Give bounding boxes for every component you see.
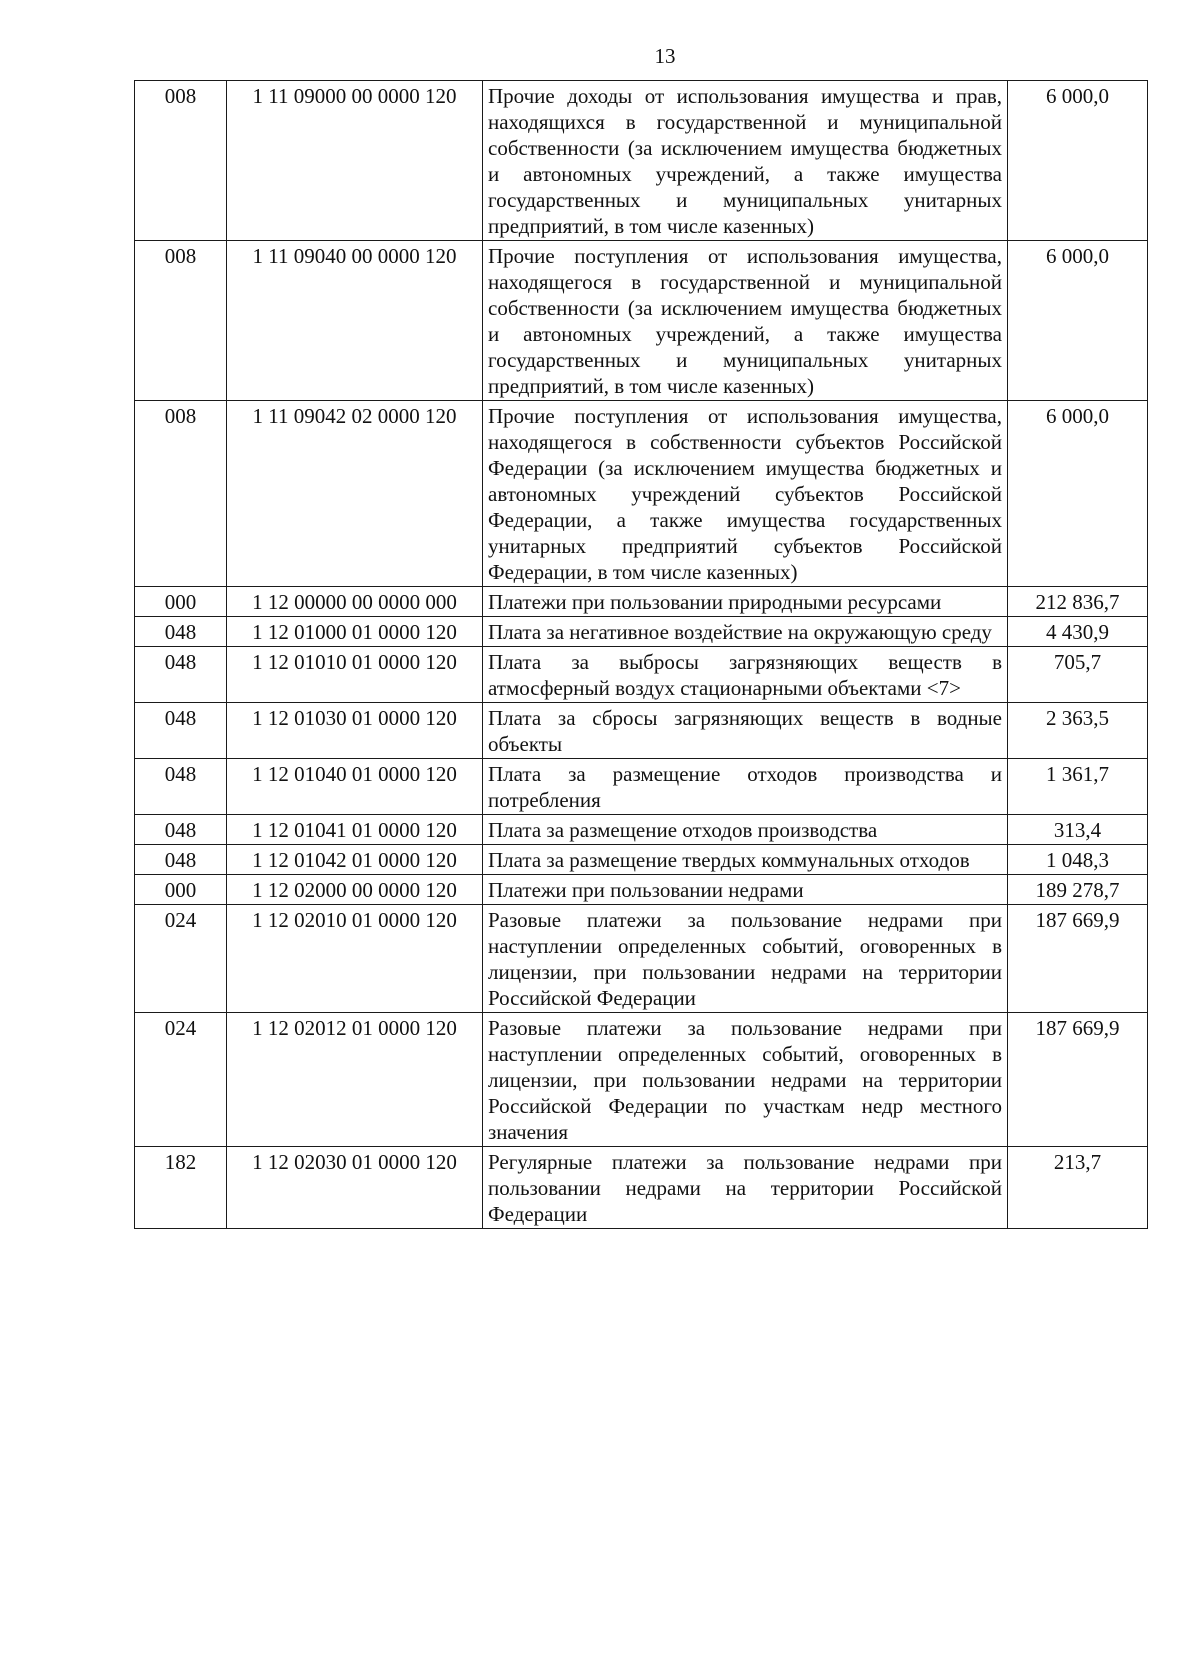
revenue-name-cell: Плата за размещение отходов производства bbox=[483, 815, 1008, 845]
revenue-name-cell: Платежи при пользовании природными ресурсами bbox=[483, 587, 1008, 617]
amount-cell: 189 278,7 bbox=[1008, 875, 1148, 905]
admin-code-cell: 024 bbox=[135, 1013, 227, 1147]
revenue-name-cell: Прочие доходы от использования имущества и прав, находящихся в государственной и муниципальной собственности (за исключением имущества бюджетных и автономных учреждений, а также имущества государственных и муниципальных унитарных предприятий, в том числе казенных) bbox=[483, 81, 1008, 241]
admin-code-cell: 048 bbox=[135, 617, 227, 647]
table-row bbox=[135, 401, 1148, 587]
revenue-table-body bbox=[135, 81, 1148, 1229]
revenue-code-cell: 1 12 01042 01 0000 120 bbox=[227, 845, 483, 875]
page-number: 13 bbox=[654, 44, 676, 68]
revenue-name-cell: Плата за выбросы загрязняющих веществ в атмосферный воздух стационарными объектами <7> bbox=[483, 647, 1008, 703]
table-row bbox=[135, 845, 1148, 875]
revenue-code-cell: 1 12 01010 01 0000 120 bbox=[227, 647, 483, 703]
revenue-name-cell: Прочие поступления от использования имущества, находящегося в государственной и муниципальной собственности (за исключением имущества бюджетных и автономных учреждений, а также имущества государственных и муниципальных унитарных предприятий, в том числе казенных) bbox=[483, 241, 1008, 401]
admin-code-cell: 000 bbox=[135, 587, 227, 617]
revenue-table bbox=[134, 80, 1148, 1229]
admin-code-cell: 048 bbox=[135, 647, 227, 703]
table-row bbox=[135, 1013, 1148, 1147]
table-row bbox=[135, 241, 1148, 401]
revenue-name-cell: Разовые платежи за пользование недрами при наступлении определенных событий, оговоренных в лицензии, при пользовании недрами на территории Российской Федерации bbox=[483, 905, 1008, 1013]
revenue-name-cell: Плата за негативное воздействие на окружающую среду bbox=[483, 617, 1008, 647]
revenue-name-cell: Плата за размещение твердых коммунальных отходов bbox=[483, 845, 1008, 875]
revenue-name-cell: Плата за сбросы загрязняющих веществ в водные объекты bbox=[483, 703, 1008, 759]
admin-code-cell: 048 bbox=[135, 703, 227, 759]
table-row bbox=[135, 617, 1148, 647]
admin-code-cell: 008 bbox=[135, 241, 227, 401]
amount-cell: 6 000,0 bbox=[1008, 81, 1148, 241]
admin-code-cell: 048 bbox=[135, 845, 227, 875]
amount-cell: 6 000,0 bbox=[1008, 401, 1148, 587]
amount-cell: 187 669,9 bbox=[1008, 1013, 1148, 1147]
table-row bbox=[135, 759, 1148, 815]
admin-code-cell: 008 bbox=[135, 81, 227, 241]
table-row bbox=[135, 587, 1148, 617]
revenue-code-cell: 1 12 00000 00 0000 000 bbox=[227, 587, 483, 617]
revenue-code-cell: 1 12 02030 01 0000 120 bbox=[227, 1147, 483, 1229]
amount-cell: 212 836,7 bbox=[1008, 587, 1148, 617]
revenue-code-cell: 1 12 01000 01 0000 120 bbox=[227, 617, 483, 647]
amount-cell: 4 430,9 bbox=[1008, 617, 1148, 647]
table-row bbox=[135, 647, 1148, 703]
table-row bbox=[135, 905, 1148, 1013]
revenue-code-cell: 1 12 01030 01 0000 120 bbox=[227, 703, 483, 759]
revenue-code-cell: 1 12 01041 01 0000 120 bbox=[227, 815, 483, 845]
table-row bbox=[135, 875, 1148, 905]
amount-cell: 6 000,0 bbox=[1008, 241, 1148, 401]
revenue-code-cell: 1 11 09000 00 0000 120 bbox=[227, 81, 483, 241]
revenue-name-cell: Регулярные платежи за пользование недрами при пользовании недрами на территории Российской Федерации bbox=[483, 1147, 1008, 1229]
amount-cell: 1 048,3 bbox=[1008, 845, 1148, 875]
table-row bbox=[135, 1147, 1148, 1229]
amount-cell: 213,7 bbox=[1008, 1147, 1148, 1229]
revenue-code-cell: 1 12 02000 00 0000 120 bbox=[227, 875, 483, 905]
revenue-code-cell: 1 11 09040 00 0000 120 bbox=[227, 241, 483, 401]
revenue-name-cell: Плата за размещение отходов производства и потребления bbox=[483, 759, 1008, 815]
admin-code-cell: 048 bbox=[135, 759, 227, 815]
admin-code-cell: 000 bbox=[135, 875, 227, 905]
revenue-name-cell: Прочие поступления от использования имущества, находящегося в собственности субъектов Российской Федерации (за исключением имущества бюджетных и автономных учреждений субъектов Российской Федерации, а также имущества государственных унитарных предприятий субъектов Российской Федерации, в том числе казенных) bbox=[483, 401, 1008, 587]
amount-cell: 1 361,7 bbox=[1008, 759, 1148, 815]
admin-code-cell: 182 bbox=[135, 1147, 227, 1229]
admin-code-cell: 048 bbox=[135, 815, 227, 845]
amount-cell: 2 363,5 bbox=[1008, 703, 1148, 759]
revenue-name-cell: Разовые платежи за пользование недрами при наступлении определенных событий, оговоренных в лицензии, при пользовании недрами на территории Российской Федерации по участкам недр местного значения bbox=[483, 1013, 1008, 1147]
amount-cell: 313,4 bbox=[1008, 815, 1148, 845]
amount-cell: 705,7 bbox=[1008, 647, 1148, 703]
admin-code-cell: 008 bbox=[135, 401, 227, 587]
table-row bbox=[135, 703, 1148, 759]
revenue-code-cell: 1 12 02010 01 0000 120 bbox=[227, 905, 483, 1013]
revenue-code-cell: 1 12 02012 01 0000 120 bbox=[227, 1013, 483, 1147]
revenue-code-cell: 1 11 09042 02 0000 120 bbox=[227, 401, 483, 587]
table-row bbox=[135, 81, 1148, 241]
amount-cell: 187 669,9 bbox=[1008, 905, 1148, 1013]
table-row bbox=[135, 815, 1148, 845]
admin-code-cell: 024 bbox=[135, 905, 227, 1013]
revenue-code-cell: 1 12 01040 01 0000 120 bbox=[227, 759, 483, 815]
revenue-name-cell: Платежи при пользовании недрами bbox=[483, 875, 1008, 905]
